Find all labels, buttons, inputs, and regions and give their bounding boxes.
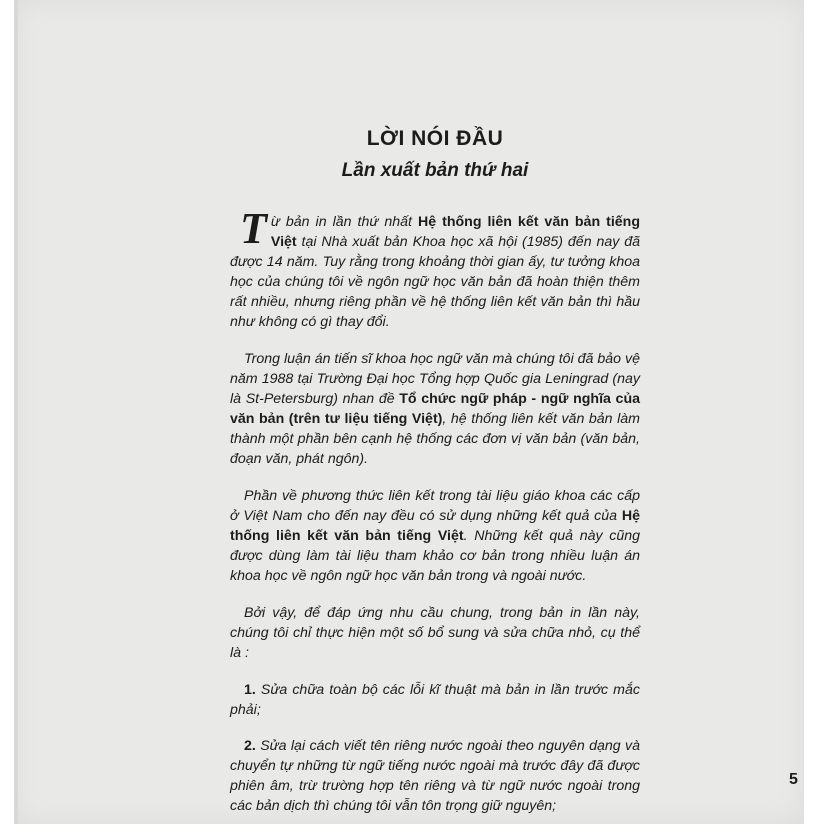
paragraph-3-text-b: . Những kết quả này cũng được dùng làm tài liệu tham khảo cơ bản trong nhiều luận án khoa học về ngôn ngữ học văn bản trong và ngoài nước. xyxy=(230,528,641,584)
list-item-1-number: 1. xyxy=(244,682,256,698)
paragraph-2-bold: Tổ chức ngữ pháp - ngữ nghĩa của văn bản (trên tư liệu tiếng Việt) xyxy=(230,391,641,427)
page-number: 5 xyxy=(789,771,798,788)
paragraph-4 xyxy=(230,603,640,663)
paragraph-1 xyxy=(230,204,640,332)
paragraph-4-text: Bởi vậy, để đáp ứng nhu cầu chung, trong bản in lần này, chúng tôi chỉ thực hiện một số bổ sung và sửa chữa nhỏ, cụ thể là : xyxy=(230,605,640,661)
paragraph-1-text-a: ừ bản in lần thứ nhất xyxy=(270,214,418,230)
page-title: LỜI NÓI ĐẦU xyxy=(366,127,504,150)
page-edge xyxy=(14,0,18,824)
body-text xyxy=(230,204,641,832)
list-item-2 xyxy=(230,736,640,816)
paragraph-3 xyxy=(230,486,640,586)
paragraph-2-text-a: Trong luận án tiến sĩ khoa học ngữ văn mà chúng tôi đã bảo vệ năm 1988 tại Trường Đại học Tổng hợp Quốc gia Leningrad (nay là St-Petersburg) nhan đề xyxy=(230,351,640,407)
paragraph-3-bold: Hệ thống liên kết văn bản tiếng Việt xyxy=(230,508,640,544)
drop-cap: T xyxy=(240,204,267,253)
page-subtitle: Lần xuất bản thứ hai xyxy=(341,160,529,181)
paragraph-2 xyxy=(230,349,640,469)
paragraph-2-text-b: , hệ thống liên kết văn bản làm thành một phần bên cạnh hệ thống các đơn vị văn bản (văn bản, đoạn văn, phát ngôn). xyxy=(230,411,640,467)
list-item-2-text: Sửa lại cách viết tên riêng nước ngoài theo nguyên dạng và chuyển tự những từ ngữ tiếng nước ngoài mà trước đây đã được phiên âm, trừ trường hợp tên riêng và từ ngữ nước ngoài trong các bản dịch thì chúng tôi vẫn tôn trọng giữ nguyên; xyxy=(230,738,640,814)
paragraph-1-bold: Hệ thống liên kết văn bản tiếng Việt xyxy=(270,214,640,250)
list-item-2-number: 2. xyxy=(244,738,256,754)
paragraph-1-text-b: tại Nhà xuất bản Khoa học xã hội (1985) đến nay đã được 14 năm. Tuy rằng trong khoảng thời gian ấy, tư tưởng khoa học của chúng tôi về ngôn ngữ học văn bản đã hoàn thiện thêm rất nhiều, nhưng riêng phần về hệ thống liên kết văn bản thì hầu như không có gì thay đổi. xyxy=(230,234,640,330)
paragraph-3-text-a: Phần về phương thức liên kết trong tài liệu giáo khoa các cấp ở Việt Nam cho đến nay đều có sử dụng những kết quả của xyxy=(230,488,640,524)
list-item-1 xyxy=(230,680,640,720)
list-item-1-text: Sửa chữa toàn bộ các lỗi kĩ thuật mà bản in lần trước mắc phải; xyxy=(230,682,640,718)
